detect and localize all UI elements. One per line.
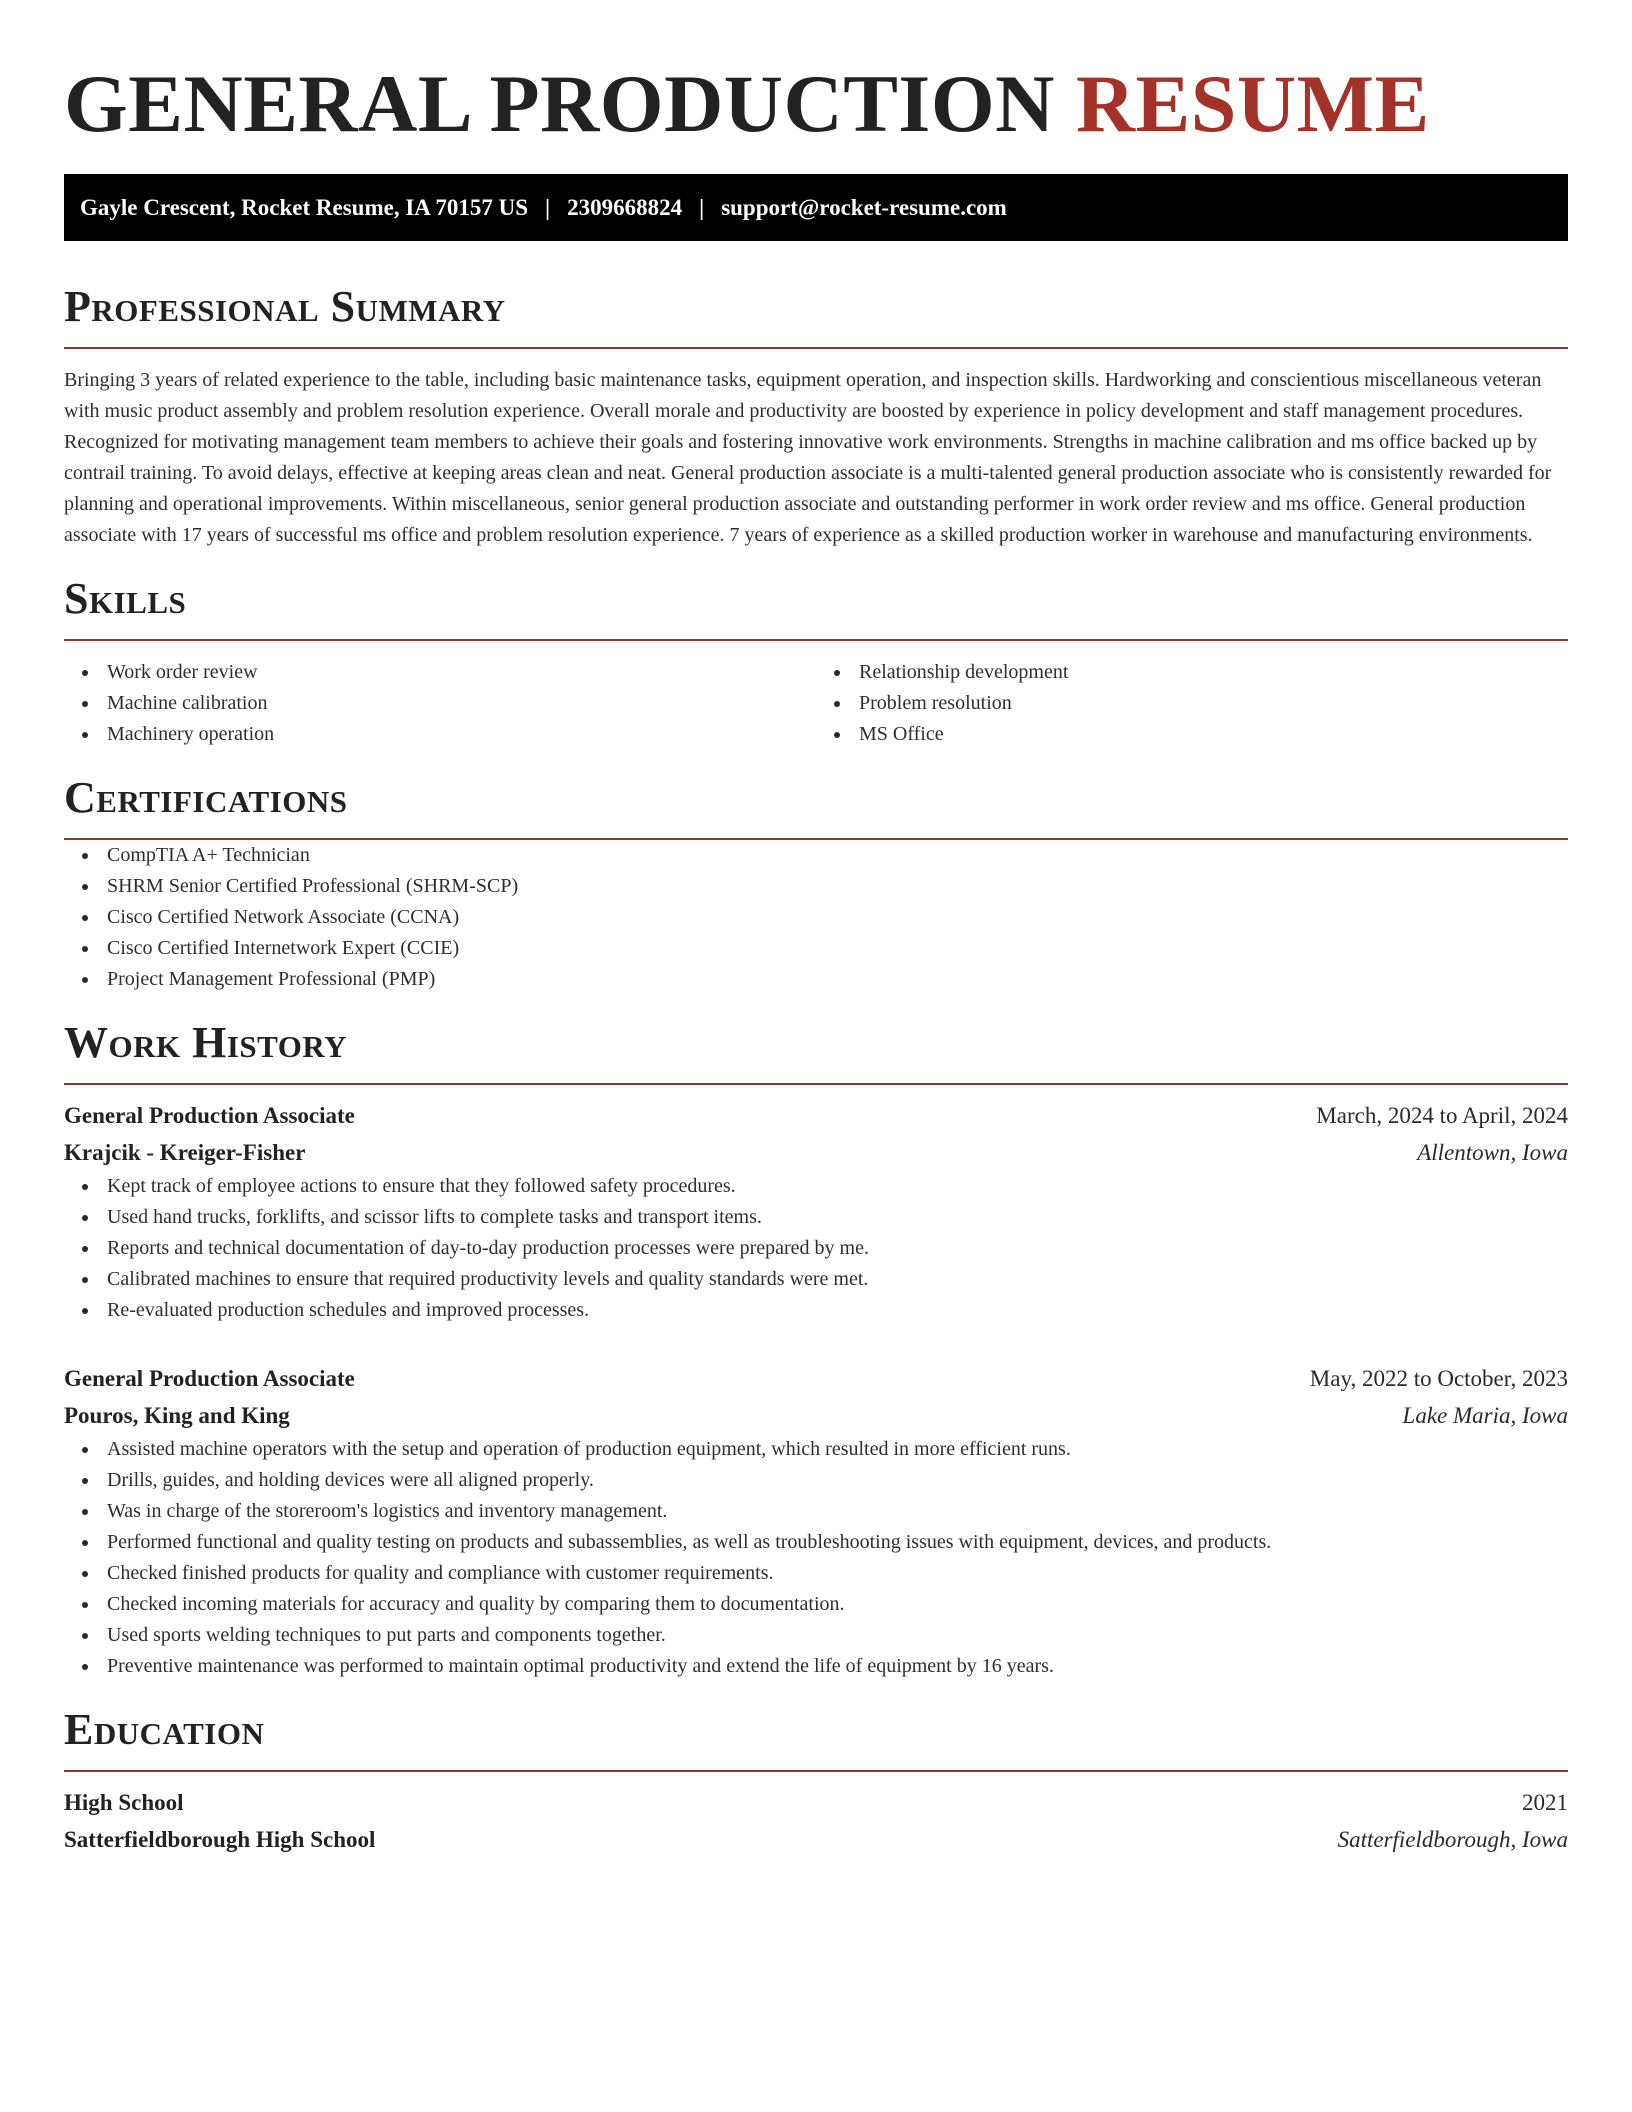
section-heading-education: Education: [64, 1705, 265, 1754]
job-duty-item: Kept track of employee actions to ensure that they followed safety procedures.: [64, 1171, 1568, 1202]
contact-separator: |: [699, 194, 705, 220]
education-school: Satterfieldborough High School: [64, 1827, 376, 1852]
education-section: [64, 1704, 1568, 1858]
certification-item: Project Management Professional (PMP): [64, 964, 1568, 995]
skill-item: Problem resolution: [816, 688, 1568, 719]
certification-item: CompTIA A+ Technician: [64, 840, 1568, 871]
section-divider: [64, 1770, 1568, 1772]
section-divider: [64, 1083, 1568, 1085]
education-location: Satterfieldborough, Iowa: [1337, 1827, 1568, 1852]
skills-section: [64, 573, 1568, 750]
job-duty-item: Performed functional and quality testing on products and subassemblies, as well as troubleshooting issues with equipment, devices, and products.: [64, 1527, 1568, 1558]
contact-phone: 2309668824: [567, 194, 683, 220]
education-header: [64, 1784, 1568, 1821]
job-duties-list: [64, 1171, 1568, 1326]
title-main: GENERAL PRODUCTION: [64, 58, 1055, 149]
certification-item: Cisco Certified Network Associate (CCNA): [64, 902, 1568, 933]
summary-section: [64, 281, 1568, 551]
job-company: Krajcik - Kreiger-Fisher: [64, 1140, 306, 1165]
section-divider: [64, 347, 1568, 349]
job-company: Pouros, King and King: [64, 1403, 290, 1428]
job-subheader: [64, 1397, 1568, 1434]
contact-address: Gayle Crescent, Rocket Resume, IA 70157 US: [80, 194, 529, 220]
skill-item: Machine calibration: [64, 688, 816, 719]
job-duty-item: Calibrated machines to ensure that required productivity levels and quality standards were met.: [64, 1264, 1568, 1295]
certification-item: SHRM Senior Certified Professional (SHRM-SCP): [64, 871, 1568, 902]
job-location: Lake Maria, Iowa: [1402, 1403, 1568, 1428]
job-title: General Production Associate: [64, 1103, 355, 1128]
section-heading-work-history: Work History: [64, 1018, 348, 1067]
section-divider: [64, 639, 1568, 641]
work-history-section: [64, 1017, 1568, 1682]
education-degree: High School: [64, 1790, 184, 1815]
contact-separator: |: [545, 194, 551, 220]
summary-text: Bringing 3 years of related experience to the table, including basic maintenance tasks, equipment operation, and inspection skills. Hardworking and conscientious miscellaneous veteran with music product assembly and problem resolution experience. Overall morale and productivity are boosted by experience in policy development and staff management procedures. Recognized for motivating management team members to achieve their goals and fostering innovative work environments. Strengths in machine calibration and ms office backed up by contrail training. To avoid delays, effective at keeping areas clean and neat. General production associate is a multi-talented general production associate who is consistently rewarded for planning and operational improvements. Within miscellaneous, senior general production associate and outstanding performer in work order review and ms office. General production associate with 17 years of successful ms office and problem resolution experience. 7 years of experience as a skilled production worker in warehouse and manufacturing environments.: [64, 369, 1552, 546]
job-subheader: [64, 1134, 1568, 1171]
job-duty-item: Re-evaluated production schedules and improved processes.: [64, 1295, 1568, 1326]
certification-item: Cisco Certified Internetwork Expert (CCIE): [64, 933, 1568, 964]
skills-column-left: [64, 657, 816, 750]
title-accent: RESUME: [1075, 58, 1430, 149]
resume-title: [64, 56, 1568, 152]
section-heading-skills: Skills: [64, 574, 187, 623]
certifications-section: [64, 772, 1568, 995]
contact-bar: [64, 174, 1568, 241]
job-header: [64, 1097, 1568, 1134]
job-entry: [64, 1360, 1568, 1682]
job-duty-item: Checked incoming materials for accuracy and quality by comparing them to documentation.: [64, 1589, 1568, 1620]
skill-item: Machinery operation: [64, 719, 816, 750]
certifications-list: [64, 840, 1568, 995]
job-duty-item: Used sports welding techniques to put parts and components together.: [64, 1620, 1568, 1651]
job-duty-item: Was in charge of the storeroom's logistics and inventory management.: [64, 1496, 1568, 1527]
job-duty-item: Checked finished products for quality and compliance with customer requirements.: [64, 1558, 1568, 1589]
skill-item: MS Office: [816, 719, 1568, 750]
job-dates: May, 2022 to October, 2023: [1309, 1366, 1568, 1391]
section-heading-certifications: Certifications: [64, 773, 348, 822]
job-duty-item: Preventive maintenance was performed to maintain optimal productivity and extend the life of equipment by 16 years.: [64, 1651, 1568, 1682]
job-duty-item: Reports and technical documentation of day-to-day production processes were prepared by me.: [64, 1233, 1568, 1264]
job-duty-item: Used hand trucks, forklifts, and scissor lifts to complete tasks and transport items.: [64, 1202, 1568, 1233]
education-entry: [64, 1784, 1568, 1858]
job-dates: March, 2024 to April, 2024: [1316, 1103, 1568, 1128]
skills-column-right: [816, 657, 1568, 750]
skills-grid: [64, 657, 1568, 750]
contact-email: support@rocket-resume.com: [721, 194, 1007, 220]
education-subheader: [64, 1821, 1568, 1858]
job-title: General Production Associate: [64, 1366, 355, 1391]
job-duty-item: Drills, guides, and holding devices were all aligned properly.: [64, 1465, 1568, 1496]
job-entry: [64, 1097, 1568, 1326]
skill-item: Work order review: [64, 657, 816, 688]
skill-item: Relationship development: [816, 657, 1568, 688]
job-header: [64, 1360, 1568, 1397]
section-heading-summary: Professional Summary: [64, 282, 506, 331]
education-year: 2021: [1522, 1790, 1568, 1815]
job-duties-list: [64, 1434, 1568, 1682]
job-location: Allentown, Iowa: [1417, 1140, 1568, 1165]
job-duty-item: Assisted machine operators with the setup and operation of production equipment, which resulted in more efficient runs.: [64, 1434, 1568, 1465]
